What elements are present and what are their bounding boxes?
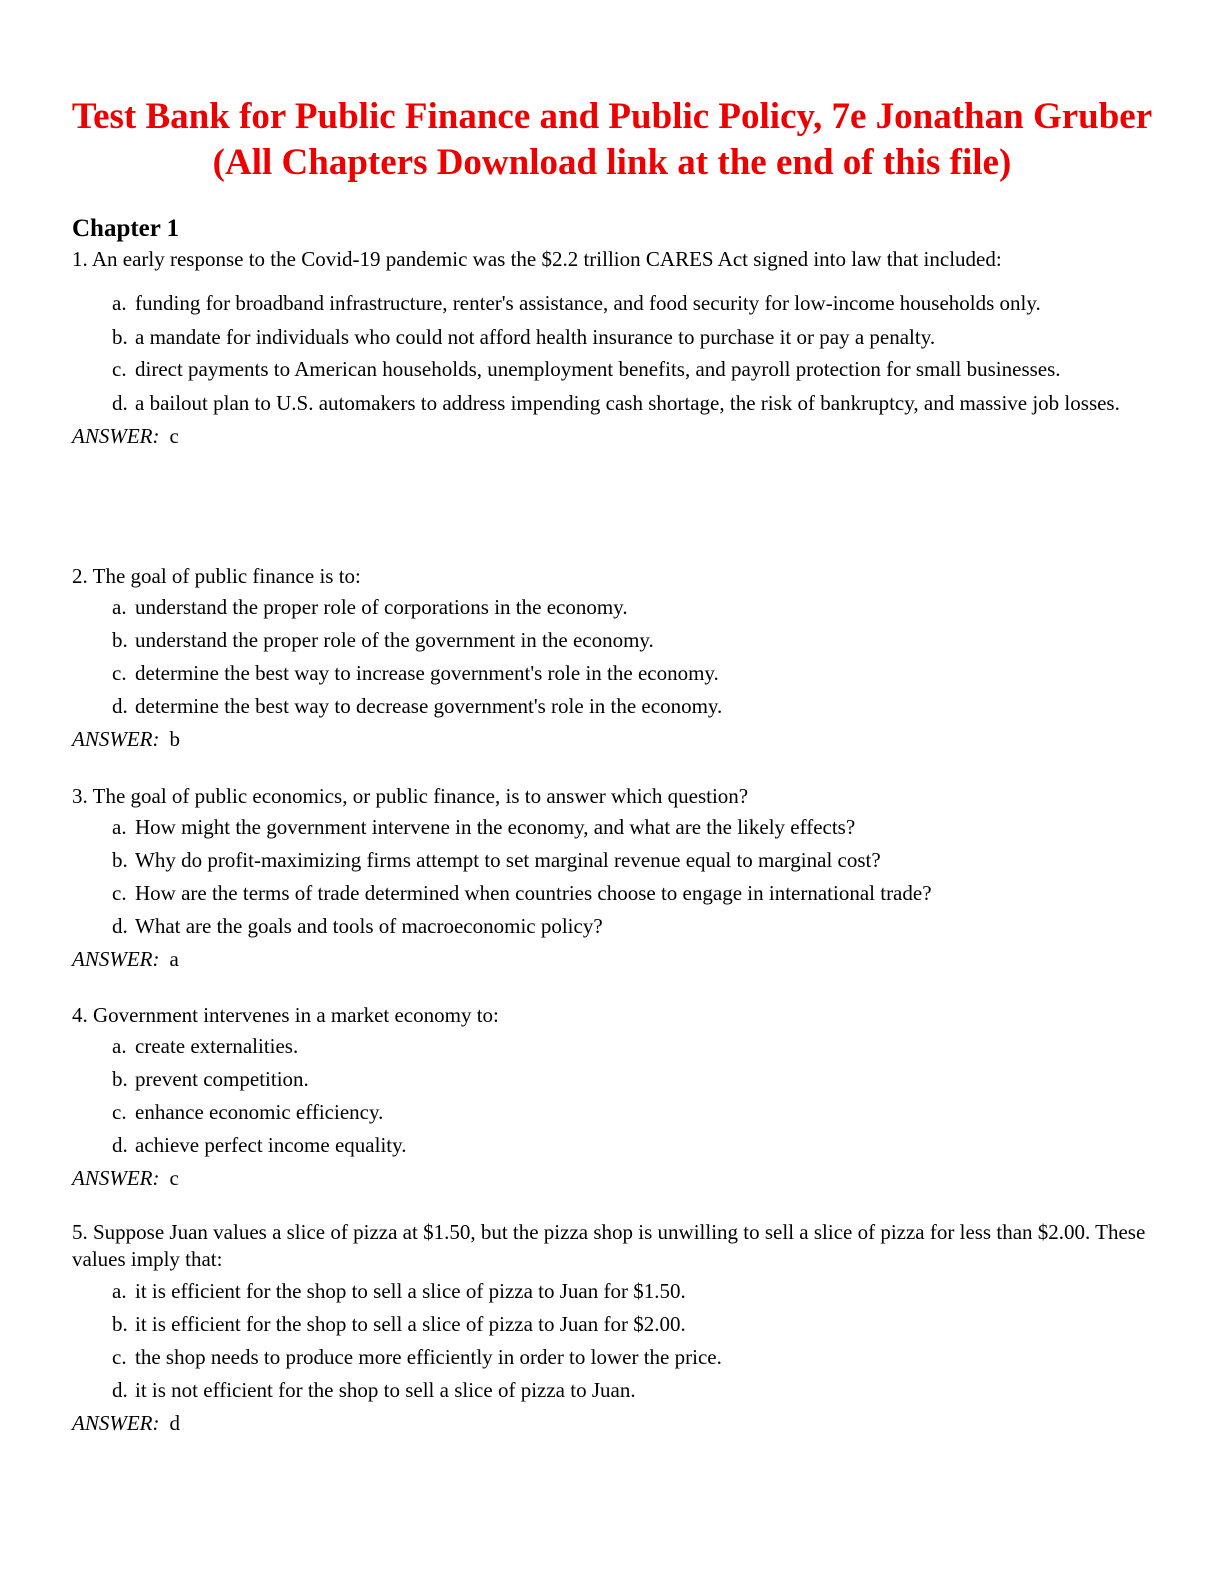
option-text: direct payments to American households, unemployment benefits, and payroll protection for small businesses. xyxy=(135,357,1061,381)
option-d xyxy=(72,690,1162,723)
option-text: determine the best way to decrease government's role in the economy. xyxy=(135,694,723,718)
option-text: a bailout plan to U.S. automakers to address impending cash shortage, the risk of bankruptcy, and massive job losses. xyxy=(135,391,1120,415)
question-3 xyxy=(72,781,1162,974)
option-letter: c. xyxy=(112,881,127,905)
answer-label: ANSWER: xyxy=(72,1411,160,1435)
option-text: understand the proper role of the government in the economy. xyxy=(135,628,654,652)
option-c xyxy=(72,1341,1162,1374)
answer-label: ANSWER: xyxy=(72,424,160,448)
answer-value: b xyxy=(169,727,180,751)
option-b xyxy=(72,624,1162,657)
question-stem: 5. Suppose Juan values a slice of pizza at $1.50, but the pizza shop is unwilling to sell a slice of pizza for less than $2.00. These values imply that: xyxy=(72,1220,1146,1271)
option-d xyxy=(72,1374,1162,1407)
option-b xyxy=(72,844,1162,877)
document-title: Test Bank for Public Finance and Public Policy, 7e Jonathan Gruber (All Chapters Download link at the end of this file) xyxy=(71,96,1153,183)
option-list xyxy=(72,591,1162,723)
option-text: achieve perfect income equality. xyxy=(135,1133,407,1157)
question-5 xyxy=(72,1219,1162,1438)
option-letter: b. xyxy=(112,628,128,652)
answer-line xyxy=(72,1163,1162,1193)
option-letter: a. xyxy=(112,1034,127,1058)
option-letter: b. xyxy=(112,1312,128,1336)
answer-value: c xyxy=(169,424,179,448)
option-text: understand the proper role of corporations in the economy. xyxy=(135,595,628,619)
option-letter: a. xyxy=(112,1279,127,1303)
option-letter: c. xyxy=(112,661,127,685)
option-c xyxy=(72,356,1162,383)
answer-label: ANSWER: xyxy=(72,947,160,971)
answer-line xyxy=(72,1408,1162,1438)
answer-line xyxy=(72,944,1162,974)
option-letter: d. xyxy=(112,914,128,938)
option-c xyxy=(72,1096,1162,1129)
question-stem: 4. Government intervenes in a market economy to: xyxy=(72,1003,499,1027)
option-letter: d. xyxy=(112,1378,128,1402)
option-d xyxy=(72,390,1162,417)
question-1 xyxy=(72,244,1162,451)
option-list xyxy=(72,290,1162,417)
answer-value: a xyxy=(169,947,179,971)
option-b xyxy=(72,1063,1162,1096)
option-letter: c. xyxy=(112,1345,127,1369)
option-a xyxy=(72,811,1162,844)
option-letter: a. xyxy=(112,595,127,619)
question-stem: 2. The goal of public finance is to: xyxy=(72,564,361,588)
option-d xyxy=(72,1129,1162,1162)
question-stem: 1. An early response to the Covid-19 pandemic was the $2.2 trillion CARES Act signed into law that included: xyxy=(72,247,1002,271)
option-letter: d. xyxy=(112,1133,128,1157)
answer-line xyxy=(72,724,1162,754)
option-letter: a. xyxy=(112,815,127,839)
chapter-heading: Chapter 1 xyxy=(72,215,180,242)
option-text: it is not efficient for the shop to sell a slice of pizza to Juan. xyxy=(135,1378,636,1402)
option-c xyxy=(72,877,1162,910)
option-letter: c. xyxy=(112,357,127,381)
answer-line xyxy=(72,421,1162,451)
option-text: funding for broadband infrastructure, renter's assistance, and food security for low-income households only. xyxy=(135,291,1041,315)
option-list xyxy=(72,1275,1162,1407)
answer-value: d xyxy=(169,1411,180,1435)
option-text: enhance economic efficiency. xyxy=(135,1100,384,1124)
option-c xyxy=(72,657,1162,690)
option-text: How might the government intervene in the economy, and what are the likely effects? xyxy=(135,815,856,839)
question-stem: 3. The goal of public economics, or public finance, is to answer which question? xyxy=(72,784,749,808)
option-b xyxy=(72,1308,1162,1341)
option-text: determine the best way to increase government's role in the economy. xyxy=(135,661,719,685)
option-letter: a. xyxy=(112,291,127,315)
option-letter: b. xyxy=(112,325,128,349)
option-text: it is efficient for the shop to sell a slice of pizza to Juan for $2.00. xyxy=(135,1312,686,1336)
option-letter: c. xyxy=(112,1100,127,1124)
option-text: prevent competition. xyxy=(135,1067,309,1091)
option-a xyxy=(72,290,1162,317)
option-text: create externalities. xyxy=(135,1034,299,1058)
option-a xyxy=(72,591,1162,624)
option-text: the shop needs to produce more efficiently in order to lower the price. xyxy=(135,1345,722,1369)
question-4 xyxy=(72,1000,1162,1193)
option-list xyxy=(72,811,1162,943)
option-a xyxy=(72,1030,1162,1063)
option-letter: d. xyxy=(112,391,128,415)
answer-label: ANSWER: xyxy=(72,1166,160,1190)
option-list xyxy=(72,1030,1162,1162)
option-letter: d. xyxy=(112,694,128,718)
option-text: What are the goals and tools of macroeconomic policy? xyxy=(135,914,603,938)
question-2 xyxy=(72,561,1162,754)
option-text: Why do profit-maximizing firms attempt to set marginal revenue equal to marginal cost? xyxy=(135,848,881,872)
answer-value: c xyxy=(169,1166,179,1190)
option-a xyxy=(72,1275,1162,1308)
option-text: a mandate for individuals who could not afford health insurance to purchase it or pay a penalty. xyxy=(135,325,936,349)
option-b xyxy=(72,324,1162,351)
option-letter: b. xyxy=(112,1067,128,1091)
option-letter: b. xyxy=(112,848,128,872)
option-d xyxy=(72,910,1162,943)
option-text: How are the terms of trade determined when countries choose to engage in international trade? xyxy=(135,881,932,905)
option-text: it is efficient for the shop to sell a slice of pizza to Juan for $1.50. xyxy=(135,1279,686,1303)
answer-label: ANSWER: xyxy=(72,727,160,751)
